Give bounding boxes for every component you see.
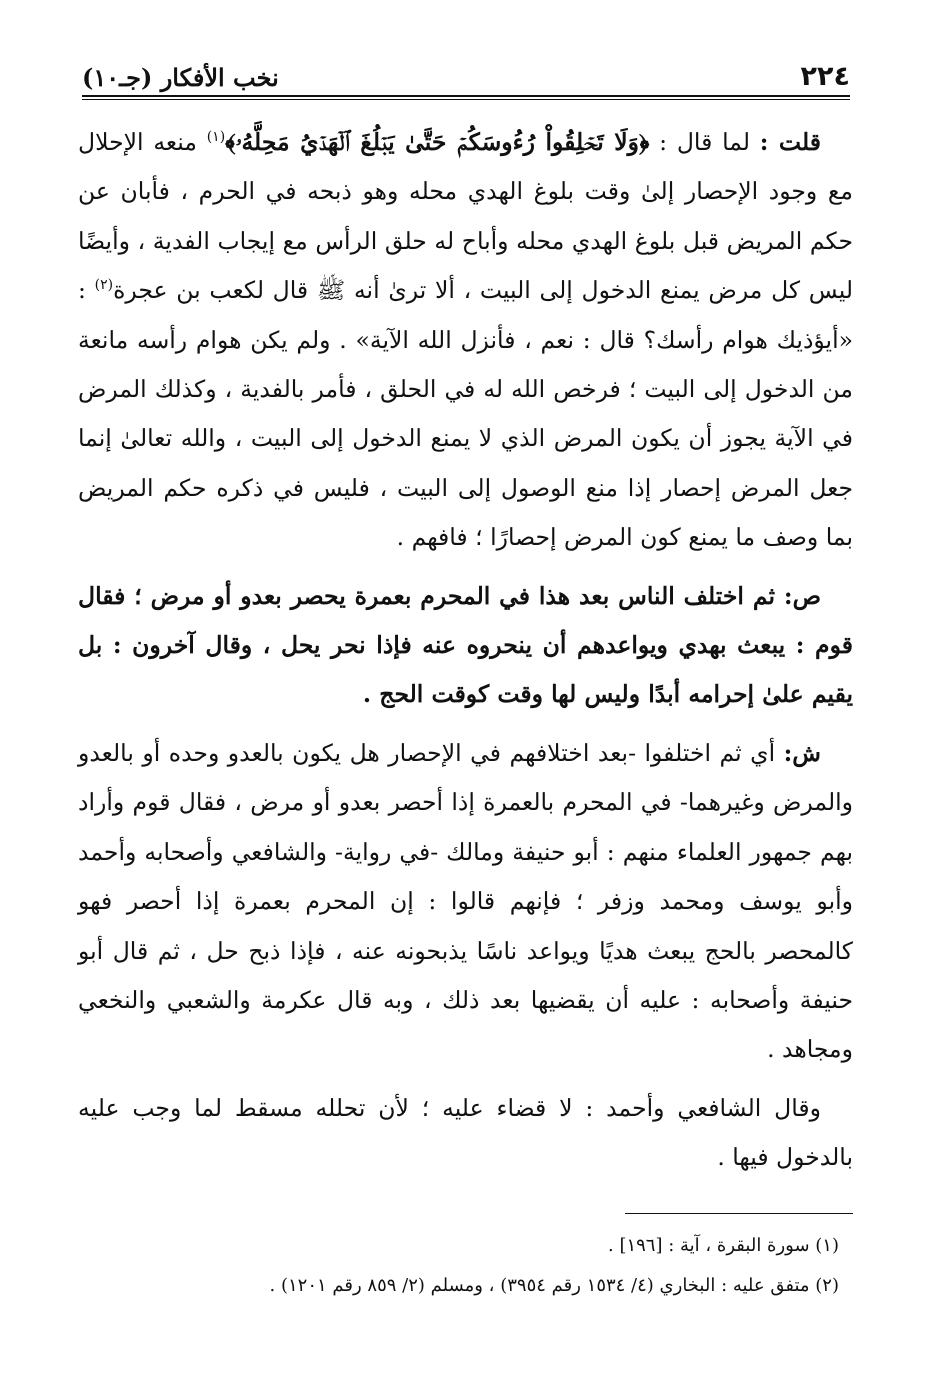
quran-verse: ﴿وَلَا تَحۡلِقُواْ رُءُوسَكُمۡ حَتَّىٰ يَبۡلُغَ ٱلۡهَدۡيُ مَحِلَّهُۥ﴾ xyxy=(225,128,650,156)
page-number: ٢٢٤ xyxy=(800,61,850,92)
footnote-ref-2: (٢) xyxy=(94,277,114,294)
paragraph-lead-sad: ص: xyxy=(783,581,821,610)
footnotes xyxy=(78,1228,853,1308)
paragraph-lead-shin: ش: xyxy=(783,738,821,767)
closing-paragraph xyxy=(78,1084,853,1183)
main-text xyxy=(78,118,853,1192)
commentary-paragraph-qult xyxy=(78,118,853,563)
header-rule xyxy=(82,95,850,97)
header-rule-thin xyxy=(82,99,850,100)
paragraph-text: وقال الشافعي وأحمد : لا قضاء عليه ؛ لأن تحلله مسقط لما وجب عليه بالدخول فيها . xyxy=(78,1093,853,1172)
footnote-2: (٢) متفق عليه : البخاري (٤/ ١٥٣٤ رقم ٣٩٥٤) ، ومسلم (٢/ ٨٥٩ رقم ١٢٠١) . xyxy=(269,1275,839,1296)
matn-paragraph xyxy=(78,572,853,720)
footnote-ref-1: (١) xyxy=(206,129,226,146)
paragraph-text: منعه الإحلال مع وجود الإحصار إلىٰ وقت بلوغ الهدي محله وهو ذبحه في الحرم ، فأبان عن حكم المريض قبل بلوغ الهدي محله وأباح له حلق الرأس مع إيجاب الفدية ، وأيضًا ليس كل مرض يمنع الدخول إلى البيت ، ألا ترىٰ أنه ﷺ قال لكعب بن عجرة xyxy=(78,128,854,305)
paragraph-text: ثم اختلف الناس بعد هذا في المحرم بعمرة يحصر بعدو أو مرض ؛ فقال قوم : يبعث بهدي ويواعدهم أن ينحروه عنه فإذا نحر يحل ، وقال آخرون : بل يقيم علىٰ إحرامه أبدًا وليس لها وقت كوقت الحج . xyxy=(78,581,853,709)
paragraph-text: أي ثم اختلفوا -بعد اختلافهم في الإحصار هل يكون بالعدو وحده أو بالعدو والمرض وغيرهما- في المحرم بالعمرة إذا أحصر بعدو أو مرض ، فقال قوم وأراد بهم جمهور العلماء منهم : أبو حنيفة ومالك -في رواية- والشافعي وأصحابه وأحمد وأبو يوسف ومحمد وزفر ؛ فإنهم قالوا : إن المحرم بعمرة إذا أحصر فهو كالمحصر بالحج يبعث هديًا ويواعد ناسًا يذبحونه عنه ، فإذا ذبح حل ، ثم قال أبو حنيفة وأصحابه : عليه أن يقضيها بعد ذلك ، وبه قال عكرمة والشعبي والنخعي ومجاهد . xyxy=(78,738,853,1064)
footnote-separator xyxy=(625,1213,853,1214)
page-header xyxy=(82,52,850,92)
sharh-paragraph xyxy=(78,729,853,1075)
paragraph-text: : «أيؤذيك هوام رأسك؟ قال : نعم ، فأنزل الله الآية» . ولم يكن هوام رأسه مانعة من الدخول إلى البيت ؛ فرخص الله له في الحلق ، فأمر بالفدية ، وكذلك المرض في الآية يجوز أن يكون المرض الذي لا يمنع الدخول إلى البيت ، والله تعالىٰ إنما جعل المرض إحصار إذا منع الوصول إلى البيت ، فليس في ذكره حكم المريض بما وصف ما يمنع كون المرض إحصارًا ؛ فافهم . xyxy=(78,276,853,552)
running-title: نخب الأفكار (جـ١٠) xyxy=(82,63,279,92)
paragraph-lead-qult: قلت : xyxy=(759,128,822,156)
paragraph-text: لما قال : xyxy=(649,128,760,156)
footnote-1: (١) سورة البقرة ، آية : [١٩٦] . xyxy=(608,1235,839,1256)
